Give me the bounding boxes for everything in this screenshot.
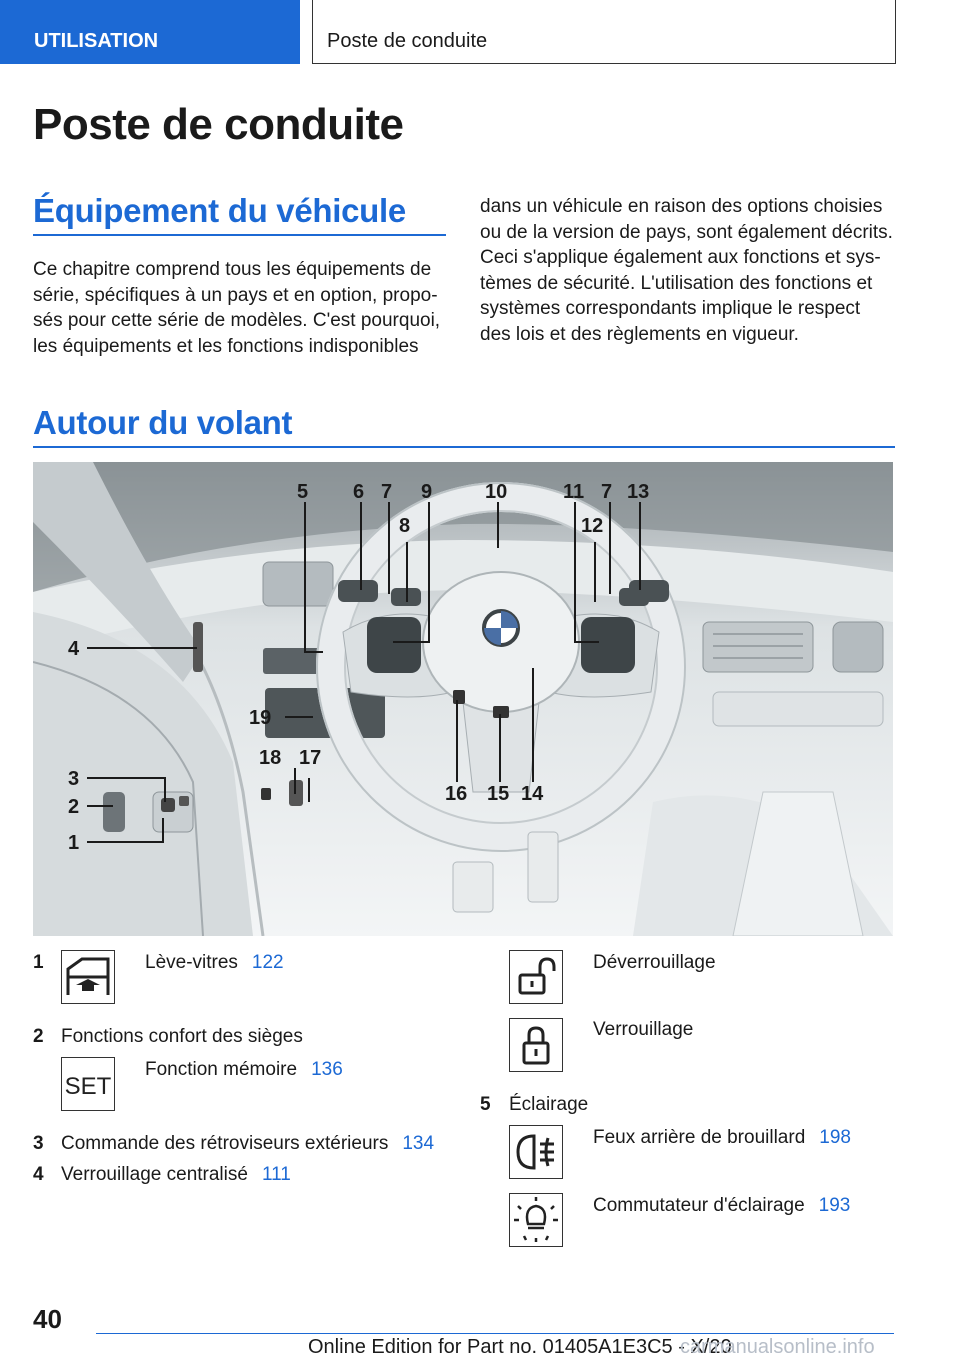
callout-3: 3 <box>68 768 80 790</box>
callout-15: 15 <box>487 783 510 805</box>
unlock-icon <box>509 950 563 1004</box>
svg-text:SET: SET <box>64 1073 112 1100</box>
callout-14: 14 <box>521 783 544 805</box>
callout-16: 16 <box>445 783 468 805</box>
callout-12: 12 <box>581 515 604 537</box>
callout-18: 18 <box>259 747 282 769</box>
section-tab[interactable]: UTILISATION <box>0 0 300 64</box>
callout-1: 1 <box>68 832 80 854</box>
equipment-heading: Équipement du véhicule <box>33 192 406 229</box>
lock-icon <box>509 1018 563 1072</box>
page-title: Poste de conduite <box>33 100 404 149</box>
page-number: 40 <box>33 1304 62 1334</box>
callout-8: 8 <box>399 515 411 537</box>
callout-19: 19 <box>249 707 272 729</box>
callout-13: 13 <box>627 481 650 503</box>
steering-heading: Autour du volant <box>33 404 293 441</box>
item-5-number: 5 <box>480 1094 491 1115</box>
callout-11: 11 <box>563 481 585 503</box>
equipment-text-col2: dans un véhicule en raison des options choisies ou de la version de pays, sont également décrits. Ceci s'applique également aux fonctions et sys- tèmes de sécurité. L'utilisation des fonctions et systèmes correspondants implique le respect des lois et des règlements en vigueur. <box>480 196 893 345</box>
light-switch-icon <box>509 1193 563 1247</box>
item-5b-page-link[interactable]: 193 <box>818 1195 851 1216</box>
item-4-page-link[interactable]: 111 <box>261 1164 291 1185</box>
set-memory-icon <box>61 1057 115 1111</box>
callout-4: 4 <box>68 638 80 660</box>
item-5a: Feux arrière de brouillard 198 <box>593 1127 851 1148</box>
item-5: Éclairage <box>509 1094 589 1115</box>
item-2-number: 2 <box>33 1026 44 1047</box>
window-lift-icon <box>61 950 115 1004</box>
steering-rule <box>33 446 895 448</box>
item-1: Lève-vitres 122 <box>145 952 284 973</box>
callout-2: 2 <box>68 796 80 818</box>
callout-17: 17 <box>299 747 322 769</box>
item-2: Fonctions confort des sièges <box>61 1026 303 1047</box>
callout-7: 7 <box>381 481 393 503</box>
item-5b: Commutateur d'éclairage 193 <box>593 1195 851 1216</box>
item-3-page-link[interactable]: 134 <box>402 1133 435 1154</box>
item-4b: Verrouillage <box>593 1019 694 1040</box>
item-2a-page-link[interactable]: 136 <box>311 1059 343 1080</box>
callout-9: 9 <box>421 481 433 503</box>
rear-fog-light-icon <box>509 1125 563 1179</box>
callout-10: 10 <box>485 481 508 503</box>
callout-5: 5 <box>297 481 309 503</box>
watermark: carmanualsonline.info <box>680 1336 875 1358</box>
item-3-number: 3 <box>33 1133 44 1154</box>
edition-footer: Online Edition for Part no. 01405A1E3C5 - X/20 <box>308 1336 732 1358</box>
callout-6: 6 <box>353 481 365 503</box>
footer-rule <box>96 1333 894 1334</box>
item-3: Commande des rétroviseurs extérieurs 134 <box>61 1133 435 1154</box>
item-4a: Déverrouillage <box>593 952 716 973</box>
item-4-number: 4 <box>33 1164 44 1185</box>
cockpit-illustration <box>33 462 893 936</box>
item-1-number: 1 <box>33 952 44 973</box>
equipment-text-col1: Ce chapitre comprend tous les équipements de série, spécifiques à un pays et en option, propo- sés pour cette série de modèles. C'est pourquoi, les équipements et les fonctions indisponibles <box>33 259 441 357</box>
item-2a: Fonction mémoire 136 <box>145 1059 343 1080</box>
item-1-page-link[interactable]: 122 <box>251 952 284 973</box>
item-4: Verrouillage centralisé 111 <box>61 1164 291 1185</box>
equipment-rule <box>33 234 446 236</box>
callout-7b: 7 <box>601 481 613 503</box>
chapter-tab[interactable]: Poste de conduite <box>312 0 896 64</box>
item-5a-page-link[interactable]: 198 <box>819 1127 851 1148</box>
